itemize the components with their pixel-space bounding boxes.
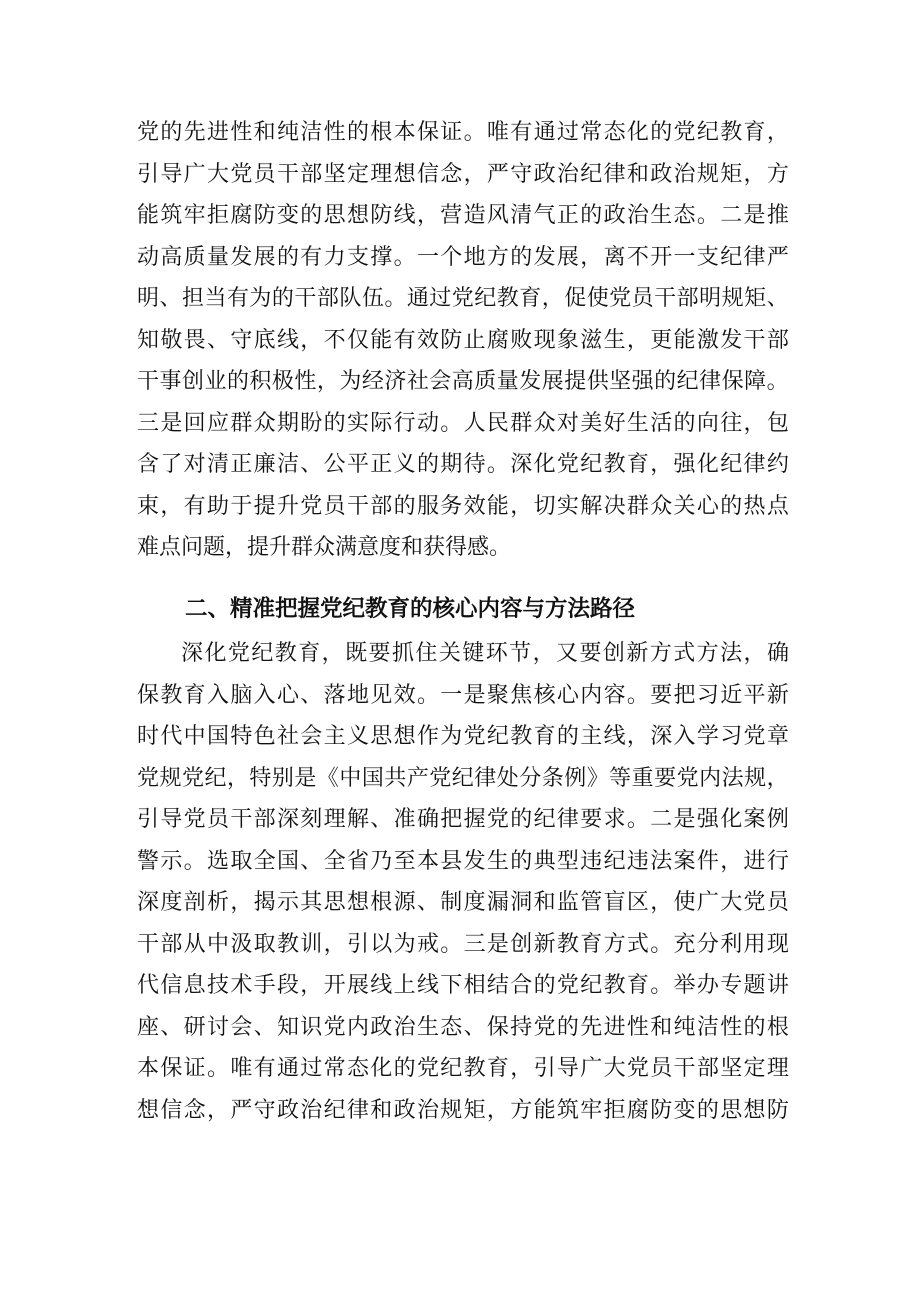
body-paragraph-1 <box>137 112 789 569</box>
text-line: 知 敬 畏 、 守 底 线 ， 不 仅 能 有 效 防 止 腐 败 现 象 滋 生 ， 更 能 激 发 干 部 <box>137 327 789 353</box>
text-line: 明 、 担 当 有 为 的 干 部 队 伍 。 通 过 党 纪 教 育 ， 促 使 党 员 干 部 明 规 矩 、 <box>137 286 789 311</box>
text-line: 想 信 念 ， 严 守 政 治 纪 律 和 政 治 规 矩 ， 方 能 筑 牢 拒 腐 防 变 的 思 想 防 <box>137 1097 789 1123</box>
text-line: 含 了 对 清 正 廉 洁 、 公 平 正 义 的 期 待 。 深 化 党 纪 教 育 ， 强 化 纪 律 约 <box>137 452 789 477</box>
text-line: 干 部 从 中 汲 取 教 训 ， 引 以 为 戒 。 三 是 创 新 教 育 方 式 。 充 分 利 用 现 <box>137 931 789 957</box>
text-line: 引 导 党 员 干 部 深 刻 理 解 、 准 确 把 握 党 的 纪 律 要 求 。 二 是 强 化 案 例 <box>137 807 789 832</box>
text-line: 党 规 党 纪 ， 特 别 是 《 中 国 共 产 党 纪 律 处 分 条 例 》 等 重 要 党 内 法 规 ， <box>137 765 789 791</box>
text-line: 时 代 中 国 特 色 社 会 主 义 思 想 作 为 党 纪 教 育 的 主 线 ， 深 入 学 习 党 章 <box>137 724 789 749</box>
text-line: 保 教 育 入 脑 入 心 、 落 地 见 效 。 一 是 聚 焦 核 心 内 容 。 要 把 习 近 平 新 <box>137 682 789 708</box>
text-line: 本 保 证 。 唯 有 通 过 常 态 化 的 党 纪 教 育 ， 引 导 广 大 党 员 干 部 坚 定 理 <box>137 1056 789 1081</box>
text-line: 警 示 。 选 取 全 国 、 全 省 乃 至 本 县 发 生 的 典 型 违 纪 违 法 案 件 ， 进 行 <box>137 848 789 874</box>
text-line: 座 、 研 讨 会 、 知 识 党 内 政 治 生 态 、 保 持 党 的 先 进 性 和 纯 洁 性 的 根 <box>137 1014 789 1040</box>
text-line: 三 是 回 应 群 众 期 盼 的 实 际 行 动 。 人 民 群 众 对 美 好 生 活 的 向 往 ， 包 <box>137 410 789 436</box>
text-line: 深 度 剖 析 ， 揭 示 其 思 想 根 源 、 制 度 漏 洞 和 监 管 盲 区 ， 使 广 大 党 员 <box>137 890 789 915</box>
text-line: 动 高 质 量 发 展 的 有 力 支 撑 。 一 个 地 方 的 发 展 ， 离 不 开 一 支 纪 律 严 <box>137 244 789 270</box>
text-line: 难点问题，提升群众满意度和获得感。 <box>137 535 512 560</box>
text-line: 干 事 创 业 的 积 极 性 ， 为 经 济 社 会 高 质 量 发 展 提 供 坚 强 的 纪 律 保 障 。 <box>137 369 789 394</box>
section-heading: 二、精准把握党纪教育的核心内容与方法路径 <box>185 596 636 622</box>
text-line: 深 化 党 纪 教 育 ， 既 要 抓 住 关 键 环 节 ， 又 要 创 新 方 式 方 法 ， 确 <box>181 641 789 666</box>
text-line: 引 导 广 大 党 员 干 部 坚 定 理 想 信 念 ， 严 守 政 治 纪 律 和 政 治 规 矩 ， 方 <box>137 161 789 187</box>
text-line: 束 ， 有 助 于 提 升 党 员 干 部 的 服 务 效 能 ， 切 实 解 决 群 众 关 心 的 热 点 <box>137 493 789 519</box>
text-line: 党 的 先 进 性 和 纯 洁 性 的 根 本 保 证 。 唯 有 通 过 常 态 化 的 党 纪 教 育 ， <box>137 120 789 145</box>
text-line: 能 筑 牢 拒 腐 防 变 的 思 想 防 线 ， 营 造 风 清 气 正 的 政 治 生 态 。 二 是 推 <box>137 203 789 228</box>
body-paragraph-2 <box>137 633 789 1131</box>
text-line: 代 信 息 技 术 手 段 ， 开 展 线 上 线 下 相 结 合 的 党 纪 教 育 。 举 办 专 题 讲 <box>137 973 789 998</box>
